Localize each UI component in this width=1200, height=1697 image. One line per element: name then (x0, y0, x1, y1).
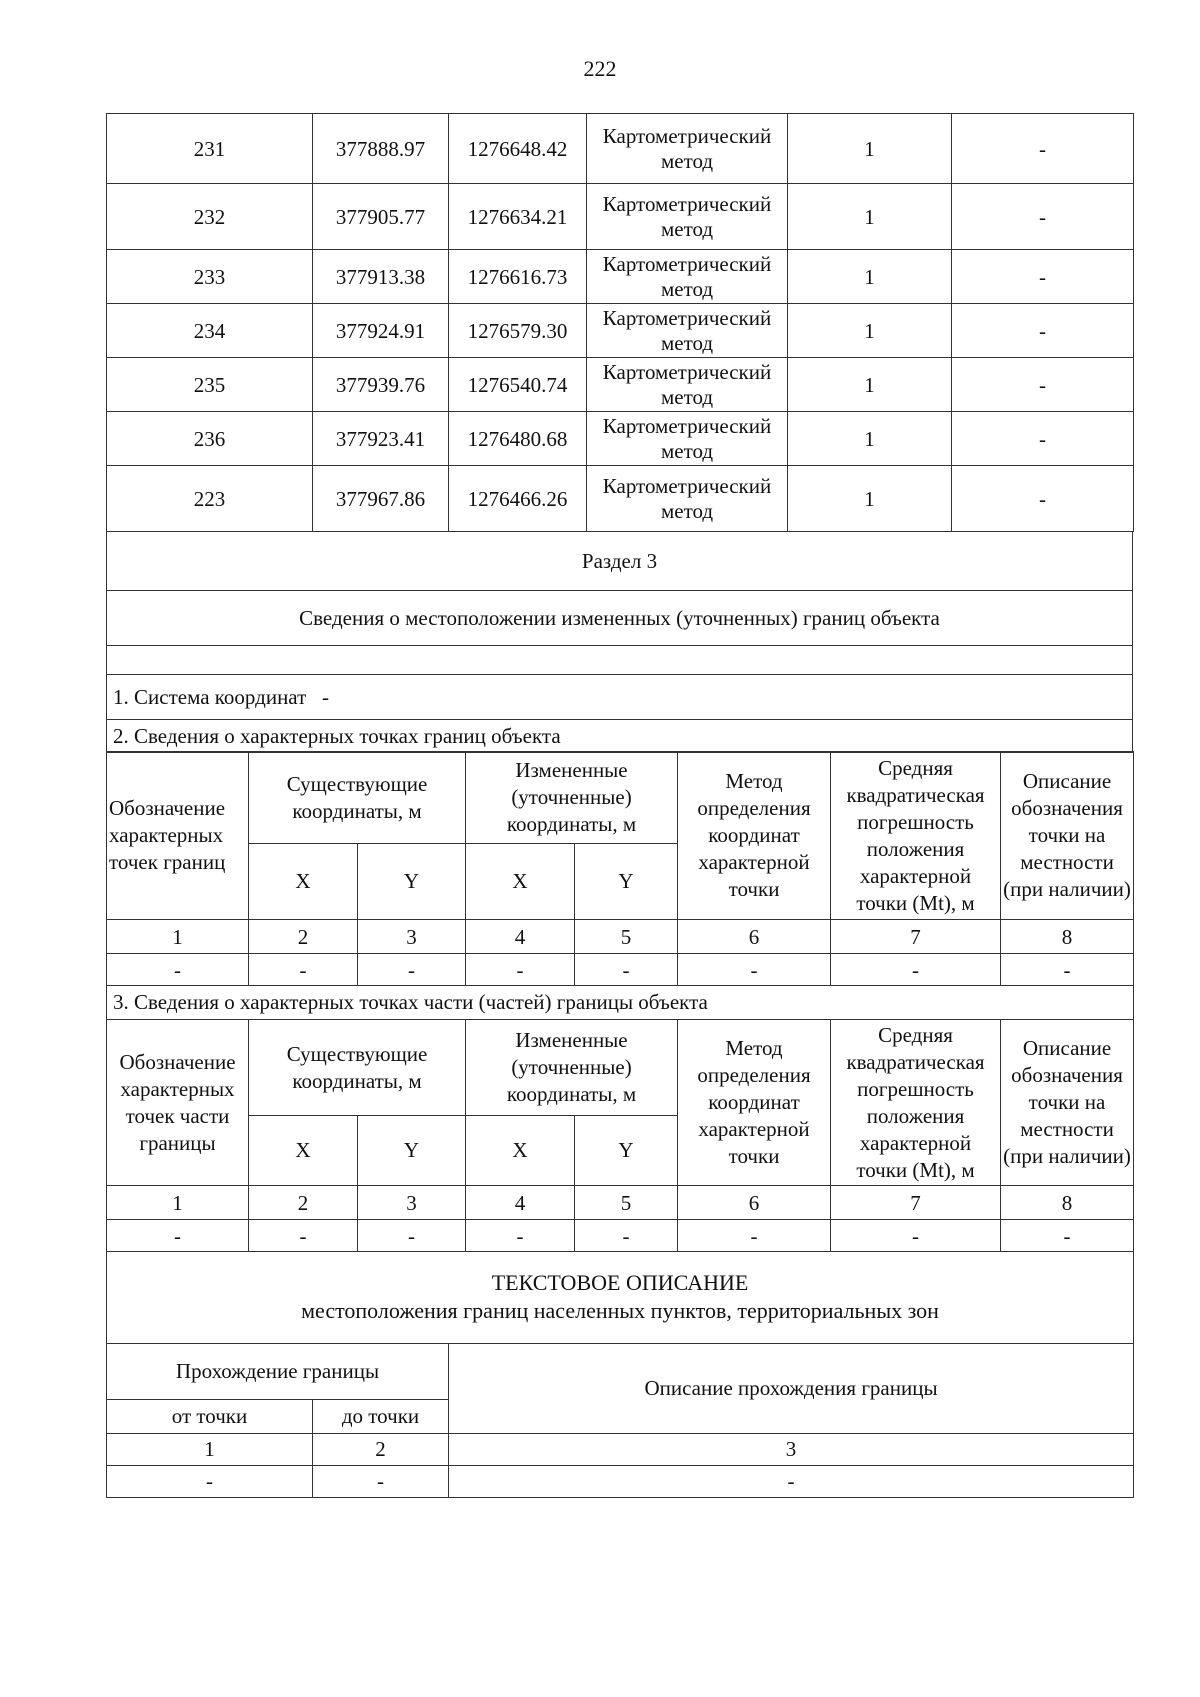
cell: - (358, 954, 466, 986)
y-header: Y (358, 1116, 466, 1186)
cell: 5 (575, 1186, 678, 1220)
section-title: Раздел 3 (107, 531, 1133, 590)
point-num: 232 (107, 184, 313, 250)
empty-data-row (107, 1465, 1134, 1497)
passage-header: Прохождение границы (107, 1343, 449, 1399)
cell: 4 (466, 920, 575, 954)
cell: - (831, 1220, 1001, 1252)
point-row (107, 466, 1134, 532)
cell: 2 (249, 1186, 358, 1220)
x-header: X (466, 844, 575, 920)
section-subtitle: Сведения о местоположении измененных (уточненных) границ объекта (107, 590, 1133, 645)
block3-title: 3. Сведения о характерных точках части (частей) границы объекта (107, 986, 1134, 1020)
point-num: 235 (107, 358, 313, 412)
point-y: 1276540.74 (449, 358, 587, 412)
point-accuracy: 1 (788, 466, 952, 532)
existing-coords-header: Существующие координаты, м (249, 752, 466, 844)
boundary-points-table (106, 751, 1134, 1252)
point-accuracy: 1 (788, 304, 952, 358)
changed-coords-header: Измененные (уточненные) координаты, м (466, 752, 678, 844)
document-sheet (106, 113, 1133, 1498)
point-x: 377939.76 (313, 358, 449, 412)
point-method: Картометрический метод (587, 184, 788, 250)
point-x: 377913.38 (313, 250, 449, 304)
cell: 1 (107, 1186, 249, 1220)
point-accuracy: 1 (788, 184, 952, 250)
to-point-header: до точки (313, 1399, 449, 1433)
x-header: X (249, 1116, 358, 1186)
point-desc: - (952, 304, 1134, 358)
cell: 3 (358, 920, 466, 954)
point-method: Картометрический метод (587, 250, 788, 304)
description-header: Описание обозначения точки на местности (при наличии) (1001, 752, 1134, 920)
text-description-subtitle: местоположения границ населенных пунктов, территориальных зон (301, 1298, 939, 1323)
cell: 5 (575, 920, 678, 954)
point-x: 377924.91 (313, 304, 449, 358)
text-description-table (106, 1251, 1134, 1498)
cell: 7 (831, 920, 1001, 954)
point-num: 236 (107, 412, 313, 466)
point-accuracy: 1 (788, 412, 952, 466)
point-num: 231 (107, 114, 313, 184)
text-description-heading: ТЕКСТОВОЕ ОПИСАНИЕ (491, 1270, 749, 1295)
cell: - (358, 1220, 466, 1252)
cell: - (1001, 954, 1134, 986)
passage-description-header: Описание прохождения границы (449, 1343, 1134, 1433)
x-header: X (466, 1116, 575, 1186)
from-point-header: от точки (107, 1399, 313, 1433)
point-x: 377923.41 (313, 412, 449, 466)
empty-data-row (107, 1220, 1134, 1252)
section3-header (106, 531, 1133, 753)
point-row (107, 412, 1134, 466)
point-accuracy: 1 (788, 358, 952, 412)
point-row (107, 304, 1134, 358)
text-description-title (107, 1251, 1134, 1343)
point-num: 233 (107, 250, 313, 304)
point-x: 377888.97 (313, 114, 449, 184)
point-method: Картометрический метод (587, 358, 788, 412)
point-row (107, 114, 1134, 184)
point-x: 377967.86 (313, 466, 449, 532)
point-row (107, 358, 1134, 412)
cell: 4 (466, 1186, 575, 1220)
y-header: Y (575, 844, 678, 920)
cell: - (678, 1220, 831, 1252)
point-y: 1276648.42 (449, 114, 587, 184)
cell: 8 (1001, 1186, 1134, 1220)
point-desc: - (952, 466, 1134, 532)
cell: 3 (449, 1433, 1134, 1465)
designation-header: Обозначение характерных точек части границы (107, 1020, 249, 1186)
cell: 1 (107, 1433, 313, 1465)
cell: 8 (1001, 920, 1134, 954)
point-y: 1276616.73 (449, 250, 587, 304)
point-y: 1276634.21 (449, 184, 587, 250)
cell: - (313, 1465, 449, 1497)
column-numbers-row (107, 1433, 1134, 1465)
y-header: Y (358, 844, 466, 920)
cell: 2 (313, 1433, 449, 1465)
changed-coords-header: Измененные (уточненные) координаты, м (466, 1020, 678, 1116)
point-desc: - (952, 250, 1134, 304)
page-number: 222 (583, 56, 617, 81)
cell: - (249, 1220, 358, 1252)
cell: - (249, 954, 358, 986)
point-method: Картометрический метод (587, 412, 788, 466)
coord-system: 1. Система координат - (107, 674, 1133, 719)
cell: 7 (831, 1186, 1001, 1220)
cell: - (107, 1465, 313, 1497)
cell: - (466, 954, 575, 986)
point-desc: - (952, 412, 1134, 466)
existing-coords-header: Существующие координаты, м (249, 1020, 466, 1116)
method-header: Метод определения координат характерной точки (678, 752, 831, 920)
cell: - (466, 1220, 575, 1252)
points-table (106, 113, 1134, 532)
cell: - (678, 954, 831, 986)
point-accuracy: 1 (788, 114, 952, 184)
point-y: 1276480.68 (449, 412, 587, 466)
point-y: 1276466.26 (449, 466, 587, 532)
block2-title: 2. Сведения о характерных точках границ объекта (107, 719, 1133, 752)
cell: 2 (249, 920, 358, 954)
cell: 6 (678, 920, 831, 954)
point-y: 1276579.30 (449, 304, 587, 358)
point-desc: - (952, 184, 1134, 250)
column-numbers-row (107, 1186, 1134, 1220)
blank-row (107, 645, 1133, 674)
point-method: Картометрический метод (587, 304, 788, 358)
cell: 1 (107, 920, 249, 954)
cell: - (831, 954, 1001, 986)
accuracy-header: Средняя квадратическая погрешность положения характерной точки (Mt), м (831, 1020, 1001, 1186)
cell: - (575, 954, 678, 986)
designation-header: Обозначение характерных точек границ (107, 752, 249, 920)
cell: - (107, 954, 249, 986)
empty-data-row (107, 954, 1134, 986)
point-x: 377905.77 (313, 184, 449, 250)
point-row (107, 250, 1134, 304)
cell: - (575, 1220, 678, 1252)
point-num: 234 (107, 304, 313, 358)
accuracy-header: Средняя квадратическая погрешность положения характерной точки (Mt), м (831, 752, 1001, 920)
description-header: Описание обозначения точки на местности (при наличии) (1001, 1020, 1134, 1186)
point-row (107, 184, 1134, 250)
x-header: X (249, 844, 358, 920)
point-desc: - (952, 358, 1134, 412)
y-header: Y (575, 1116, 678, 1186)
cell: - (1001, 1220, 1134, 1252)
cell: 3 (358, 1186, 466, 1220)
column-numbers-row (107, 920, 1134, 954)
point-method: Картометрический метод (587, 114, 788, 184)
point-method: Картометрический метод (587, 466, 788, 532)
point-accuracy: 1 (788, 250, 952, 304)
cell: - (449, 1465, 1134, 1497)
point-num: 223 (107, 466, 313, 532)
cell: - (107, 1220, 249, 1252)
cell: 6 (678, 1186, 831, 1220)
method-header: Метод определения координат характерной точки (678, 1020, 831, 1186)
point-desc: - (952, 114, 1134, 184)
